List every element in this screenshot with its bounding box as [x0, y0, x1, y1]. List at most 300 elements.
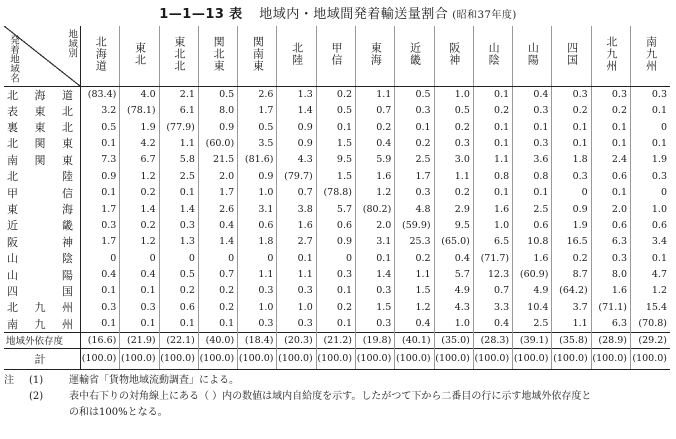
table-row — [4, 250, 670, 266]
table-cell: 0 — [81, 250, 120, 266]
table-cell: 12.3 — [473, 266, 512, 282]
table-cell: 0.2 — [356, 119, 395, 135]
corner-destination-label: 地域別 — [66, 29, 78, 58]
table-cell: 0.1 — [473, 86, 512, 103]
table-cell: 1.2 — [356, 184, 395, 200]
column-header — [434, 26, 473, 86]
table-cell: 0.2 — [552, 250, 591, 266]
table-row — [4, 184, 670, 200]
table-cell: 2.9 — [434, 201, 473, 217]
table-cell: 1.6 — [356, 168, 395, 184]
table-cell: (60.9) — [513, 266, 552, 282]
table-row — [4, 119, 670, 135]
table-cell: 0 — [552, 184, 591, 200]
table-cell: (100.0) — [356, 348, 395, 369]
table-cell: (100.0) — [159, 348, 198, 369]
table-cell: 2.5 — [513, 201, 552, 217]
footnote-1 — [4, 373, 672, 389]
row-label: 四国 — [4, 283, 81, 299]
table-cell: 0.1 — [591, 135, 630, 151]
table-cell: (100.0) — [316, 348, 355, 369]
table-cell: (78.8) — [316, 184, 355, 200]
table-cell: 0 — [159, 250, 198, 266]
table-cell: 2.6 — [238, 86, 277, 103]
table-cell: 1.7 — [198, 184, 237, 200]
table-body — [4, 86, 670, 369]
table-cell: 4.7 — [651, 269, 667, 281]
table-cell: 1.1 — [395, 266, 434, 282]
table-cell: 0.8 — [513, 168, 552, 184]
table-cell: 0.1 — [159, 316, 198, 333]
table-cell: (100.0) — [513, 348, 552, 369]
row-label: 阪神 — [4, 234, 81, 250]
table-cell: 4.3 — [277, 152, 316, 168]
table-cell: (22.1) — [159, 332, 198, 348]
table-cell: 0.9 — [81, 168, 120, 184]
table-cell: (83.4) — [81, 86, 120, 103]
table-cell: 0.3 — [81, 217, 120, 233]
column-header-label: 山陰 — [487, 42, 501, 67]
table-year: (昭和37年度) — [452, 10, 517, 21]
table-cell: 0.1 — [395, 119, 434, 135]
table-cell: 0.6 — [513, 217, 552, 233]
table-cell: (20.3) — [277, 332, 316, 348]
table-cell: (100.0) — [552, 348, 591, 369]
table-cell: 0.1 — [651, 252, 667, 264]
row-label: 山陽 — [4, 266, 81, 282]
table-cell: 2.6 — [198, 201, 237, 217]
table-cell: 1.2 — [120, 168, 159, 184]
table-cell: 15.4 — [645, 301, 667, 313]
table-cell: (28.9) — [591, 332, 630, 348]
table-cell: 0.6 — [591, 217, 630, 233]
row-label: 東海 — [4, 201, 81, 217]
table-cell: 2.7 — [277, 234, 316, 250]
table-cell: 0.1 — [316, 283, 355, 299]
footnotes — [4, 373, 672, 421]
column-header — [552, 26, 591, 86]
table-cell: 1.2 — [395, 299, 434, 315]
column-header — [238, 26, 277, 86]
table-cell: 0.4 — [81, 266, 120, 282]
column-header-label: 阪神 — [447, 42, 461, 67]
table-cell: (29.2) — [631, 332, 671, 348]
table-cell: 0.3 — [238, 283, 277, 299]
table-cell: 4.3 — [434, 299, 473, 315]
row-label: 南関東 — [4, 152, 81, 168]
table-cell: (100.0) — [434, 348, 473, 369]
row-label: 北陸 — [4, 168, 81, 184]
table-cell: 1.5 — [395, 283, 434, 299]
table-cell: 1.5 — [316, 135, 355, 151]
table-cell: (77.9) — [159, 119, 198, 135]
table-cell: 1.0 — [238, 299, 277, 315]
table-cell: 1.4 — [356, 266, 395, 282]
table-cell: 0.2 — [316, 86, 355, 103]
table-cell: 1.7 — [81, 234, 120, 250]
table-cell: 8.0 — [198, 103, 237, 119]
table-cell: 1.6 — [591, 283, 630, 299]
corner-origin-label: 発着地域名 — [7, 35, 19, 83]
table-cell: (78.1) — [120, 103, 159, 119]
table-cell: (28.3) — [473, 332, 512, 348]
table-cell: (79.7) — [277, 168, 316, 184]
table-cell: (65.0) — [434, 234, 473, 250]
table-cell: 0.3 — [591, 250, 630, 266]
table-cell: (81.6) — [238, 152, 277, 168]
table-cell: 1.4 — [277, 103, 316, 119]
table-cell: 0.3 — [356, 316, 395, 333]
row-label: 裏東北 — [4, 119, 81, 135]
footnote-prefix: 注 — [4, 375, 14, 386]
column-header — [356, 26, 395, 86]
table-title — [0, 3, 676, 22]
table-cell: 3.1 — [356, 234, 395, 250]
table-cell: 8.0 — [591, 266, 630, 282]
table-cell: 0.1 — [277, 250, 316, 266]
table-row — [4, 299, 670, 315]
table-cell: 4.9 — [434, 283, 473, 299]
table-cell: 0.1 — [81, 135, 120, 151]
table-cell: 0.2 — [552, 103, 591, 119]
table-cell: 0.1 — [552, 135, 591, 151]
column-header — [591, 26, 630, 86]
table-cell: 25.3 — [395, 234, 434, 250]
table-cell: 1.0 — [238, 184, 277, 200]
table-cell: 0.2 — [434, 184, 473, 200]
table-cell: (35.8) — [552, 332, 591, 348]
table-name: 地域内・地域間発着輸送量割合 — [259, 7, 449, 22]
table-cell: 0.1 — [81, 184, 120, 200]
table-cell: 3.8 — [277, 201, 316, 217]
table-cell: 1.0 — [277, 299, 316, 315]
row-label: 近畿 — [4, 217, 81, 233]
table-cell: 0.9 — [277, 135, 316, 151]
table-cell: 1.3 — [277, 86, 316, 103]
table-cell: 0.4 — [120, 266, 159, 282]
table-cell: 0.2 — [395, 250, 434, 266]
table-cell: 0.2 — [120, 184, 159, 200]
column-header-label: 南九州 — [644, 36, 658, 73]
table-cell: 0.5 — [81, 119, 120, 135]
od-share-table — [4, 26, 670, 370]
table-row — [4, 283, 670, 299]
column-header-label: 関南東 — [251, 36, 265, 73]
footnote-2 — [4, 389, 672, 405]
table-cell: 0.2 — [473, 103, 512, 119]
table-cell: 1.0 — [434, 86, 473, 103]
table-cell: 0 — [316, 250, 355, 266]
table-cell: 3.6 — [513, 152, 552, 168]
table-cell: 1.8 — [552, 152, 591, 168]
table-cell: (19.8) — [356, 332, 395, 348]
table-cell: 0.1 — [591, 119, 630, 135]
table-cell: (100.0) — [631, 348, 671, 369]
table-cell: (80.2) — [356, 201, 395, 217]
table-number: 1—1—13 — [159, 7, 225, 22]
table-cell: 0.3 — [356, 283, 395, 299]
table-cell: 0.1 — [473, 184, 512, 200]
column-header-label: 甲信 — [329, 42, 343, 67]
table-cell: 0.1 — [81, 316, 120, 333]
table-cell: 5.9 — [356, 152, 395, 168]
table-cell: 0.3 — [238, 316, 277, 333]
table-cell: 0.1 — [513, 184, 552, 200]
table-cell: (60.0) — [198, 135, 237, 151]
table-cell: 1.6 — [277, 217, 316, 233]
table-cell: 6.5 — [473, 234, 512, 250]
table-cell: 21.5 — [198, 152, 237, 168]
table-cell: (70.8) — [638, 318, 667, 330]
table-row — [4, 217, 670, 233]
table-cell: 6.3 — [591, 316, 630, 333]
table-cell: 0.4 — [513, 86, 552, 103]
table-cell: 1.4 — [120, 201, 159, 217]
table-cell: 1.1 — [238, 266, 277, 282]
row-label: 北海道 — [4, 86, 81, 103]
table-cell: 1.4 — [159, 201, 198, 217]
table-cell: 0 — [238, 250, 277, 266]
table-cell: 4.8 — [395, 201, 434, 217]
header-row — [4, 26, 670, 86]
row-label: 地域外依存度 — [4, 332, 81, 348]
table-cell: 5.7 — [316, 201, 355, 217]
table-cell: 0.3 — [159, 217, 198, 233]
column-header-label: 北九州 — [604, 36, 618, 73]
table-cell: 0.5 — [159, 266, 198, 282]
table-row — [4, 152, 670, 168]
table-cell: 0 — [660, 121, 667, 133]
table-cell: (100.0) — [473, 348, 512, 369]
table-cell: 10.4 — [513, 299, 552, 315]
table-cell: 0.3 — [513, 103, 552, 119]
table-cell: 0.1 — [316, 316, 355, 333]
column-header — [198, 26, 237, 86]
table-cell: 4.0 — [120, 86, 159, 103]
table-cell: 1.3 — [159, 234, 198, 250]
table-cell: 0.1 — [513, 119, 552, 135]
table-cell: 7.3 — [81, 152, 120, 168]
row-label: 北九州 — [4, 299, 81, 315]
table-cell: 0.3 — [591, 86, 630, 103]
table-cell: 0.1 — [316, 119, 355, 135]
table-cell: 0.9 — [552, 201, 591, 217]
table-cell: 3.0 — [434, 152, 473, 168]
table-cell: (100.0) — [395, 348, 434, 369]
table-cell: (40.1) — [395, 332, 434, 348]
table-cell: 2.0 — [591, 201, 630, 217]
table-cell: 1.4 — [198, 234, 237, 250]
column-header-label: 四国 — [565, 42, 579, 67]
table-cell: 0.4 — [473, 316, 512, 333]
table-cell: 0.3 — [395, 103, 434, 119]
column-header — [631, 26, 671, 86]
table-cell: 8.7 — [552, 266, 591, 282]
table-cell: 1.1 — [159, 135, 198, 151]
table-cell: 5.7 — [434, 266, 473, 282]
table-cell: 2.4 — [591, 152, 630, 168]
table-cell: 0.3 — [277, 283, 316, 299]
table-cell: (64.2) — [552, 283, 591, 299]
table-cell: 0 — [120, 250, 159, 266]
total-row — [4, 348, 670, 369]
table-cell: 2.5 — [513, 316, 552, 333]
table-cell: (21.2) — [316, 332, 355, 348]
table-cell: (100.0) — [277, 348, 316, 369]
footnote-text: 表中右下りの対角線上にある（ ）内の数値は域内自給度を示す。したがつて下から二番目の行に示す地域外依存度と — [69, 391, 592, 402]
table-cell: 6.7 — [120, 152, 159, 168]
table-cell: 3.4 — [651, 236, 667, 248]
column-header — [81, 26, 120, 86]
table-cell: 0.3 — [513, 135, 552, 151]
table-cell: 0.4 — [395, 316, 434, 333]
row-label: 南九州 — [4, 316, 81, 333]
table-cell: 1.0 — [651, 203, 667, 215]
table-cell: 0.1 — [356, 250, 395, 266]
table-cell: (100.0) — [591, 348, 630, 369]
table-cell: (100.0) — [238, 348, 277, 369]
corner-header — [4, 26, 81, 86]
table-cell: 0.9 — [198, 119, 237, 135]
column-header — [513, 26, 552, 86]
table-row — [4, 135, 670, 151]
table-cell: (16.6) — [81, 332, 120, 348]
table-cell: 0.9 — [316, 234, 355, 250]
row-label: 山陰 — [4, 250, 81, 266]
table-cell: 1.7 — [238, 103, 277, 119]
table-cell: 0.7 — [277, 184, 316, 200]
table-cell: 1.1 — [277, 266, 316, 282]
column-header — [120, 26, 159, 86]
table-cell: 0 — [198, 250, 237, 266]
table-cell: 0.2 — [434, 119, 473, 135]
table-cell: 1.8 — [238, 234, 277, 250]
table-cell: 0.7 — [356, 103, 395, 119]
table-cell: 10.8 — [513, 234, 552, 250]
column-header-label: 北陸 — [290, 42, 304, 67]
footnote-text: の和は100%となる。 — [69, 407, 168, 418]
table-cell: 16.5 — [552, 234, 591, 250]
table-row — [4, 103, 670, 119]
table-cell: 0.1 — [591, 184, 630, 200]
table-cell: 0.2 — [591, 103, 630, 119]
table-cell: 2.0 — [198, 168, 237, 184]
table-cell: 3.1 — [238, 201, 277, 217]
table-cell: 0.1 — [120, 283, 159, 299]
table-cell: 0.9 — [277, 119, 316, 135]
table-row — [4, 234, 670, 250]
table-cell: (100.0) — [198, 348, 237, 369]
table-cell: 3.3 — [473, 299, 512, 315]
column-header — [316, 26, 355, 86]
table-cell: 6.3 — [591, 234, 630, 250]
table-cell: 2.5 — [395, 152, 434, 168]
table-row — [4, 316, 670, 333]
table-cell: 0.2 — [198, 283, 237, 299]
table-cell: 0.7 — [473, 283, 512, 299]
table-cell: 0.3 — [651, 170, 667, 182]
column-header-label: 東北北 — [172, 36, 186, 73]
table-cell: (59.9) — [395, 217, 434, 233]
table-cell: 0.2 — [159, 283, 198, 299]
table-row — [4, 168, 670, 184]
table-cell: 0.1 — [120, 316, 159, 333]
footnote-number: (1) — [29, 375, 44, 386]
table-cell: 1.5 — [316, 168, 355, 184]
table-cell: 0.3 — [434, 135, 473, 151]
row-label: 北関東 — [4, 135, 81, 151]
table-cell: 3.5 — [238, 135, 277, 151]
table-cell: 4.2 — [120, 135, 159, 151]
table-cell: 1.2 — [651, 285, 667, 297]
table-row — [4, 266, 670, 282]
table-cell: 0.3 — [651, 89, 667, 100]
table-cell: 0.9 — [238, 168, 277, 184]
table-cell: (35.0) — [434, 332, 473, 348]
table-row — [4, 201, 670, 217]
table-cell: 0.3 — [120, 299, 159, 315]
table-cell: 1.7 — [81, 201, 120, 217]
table-cell: 0.4 — [434, 250, 473, 266]
column-header-label: 北海道 — [94, 36, 108, 73]
table-cell: (40.0) — [198, 332, 237, 348]
column-header-label: 山陽 — [526, 42, 540, 67]
table-cell: 0.7 — [198, 266, 237, 282]
table-cell: 1.2 — [120, 234, 159, 250]
table-cell: 0.3 — [552, 86, 591, 103]
row-label: 甲信 — [4, 184, 81, 200]
table-cell: 0.5 — [238, 119, 277, 135]
table-cell: 1.9 — [651, 154, 667, 166]
table-cell: 0.5 — [198, 86, 237, 103]
table-cell: 0.6 — [238, 217, 277, 233]
table-cell: 0.4 — [356, 135, 395, 151]
table-cell: 1.1 — [356, 86, 395, 103]
table-cell: 1.0 — [473, 217, 512, 233]
column-header-label: 関北東 — [212, 36, 226, 73]
table-cell: 0.4 — [198, 217, 237, 233]
table-kind: 表 — [229, 7, 243, 22]
table-cell: 0.1 — [473, 119, 512, 135]
table-cell: 1.9 — [120, 119, 159, 135]
row-label: 計 — [4, 348, 81, 369]
table-cell: 4.9 — [513, 283, 552, 299]
table-cell: 2.0 — [356, 217, 395, 233]
table-cell: 0.3 — [81, 299, 120, 315]
table-cell: 0.1 — [159, 184, 198, 200]
table-cell: 0.1 — [81, 283, 120, 299]
column-header — [473, 26, 512, 86]
table-cell: 1.0 — [434, 316, 473, 333]
row-label: 表東北 — [4, 103, 81, 119]
table-cell: 1.1 — [434, 168, 473, 184]
column-header — [395, 26, 434, 86]
table-cell: 0.5 — [434, 103, 473, 119]
table-cell: 0.2 — [120, 217, 159, 233]
footnote-number: (2) — [29, 391, 44, 402]
table-cell: 1.7 — [395, 168, 434, 184]
table-cell: 0.3 — [316, 266, 355, 282]
table-cell: 1.6 — [513, 250, 552, 266]
table-cell: 1.6 — [473, 201, 512, 217]
table-cell: 1.5 — [356, 299, 395, 315]
table-cell: 1.1 — [552, 316, 591, 333]
table-cell: 0.1 — [651, 105, 667, 117]
table-cell: (71.1) — [591, 299, 630, 315]
table-cell: 0.3 — [552, 168, 591, 184]
table-row — [4, 86, 670, 103]
table-cell: (21.9) — [120, 332, 159, 348]
